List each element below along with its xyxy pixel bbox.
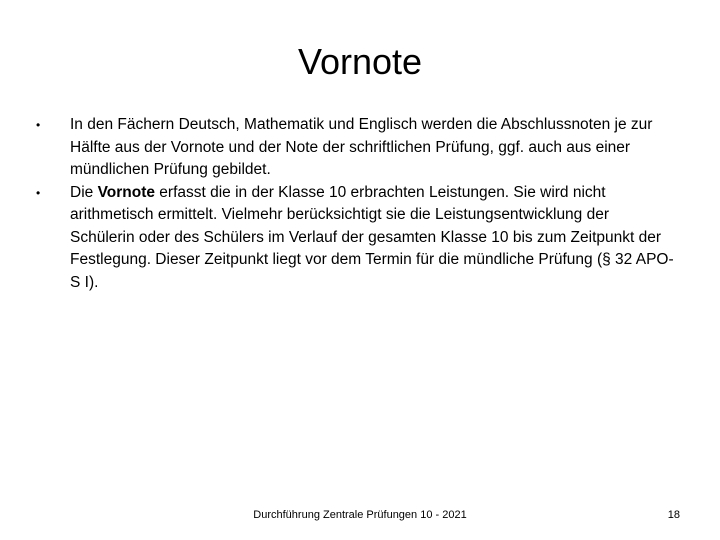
bullet-list — [36, 114, 676, 294]
bullet-text-bold-term: Vornote — [97, 183, 155, 201]
page-number: 18 — [667, 509, 680, 521]
bullet-text — [70, 182, 676, 295]
bullet-text-rest: erfasst die in der Klasse 10 erbrachten Leistungen. Sie wird nicht arithmetisch ermittelt. Vielmehr berücksichtigt sie die Leistungsentwicklung der Schülerin oder des Schülers im Verlauf der gesamten Klasse 10 bis zum Zeitpunkt der Festlegung. Dieser Zeitpunkt liegt vor dem Termin für die mündliche Prüfung (§ 32 APO-S I). — [70, 183, 674, 291]
bullet-item — [36, 114, 676, 182]
bullet-point-icon: • — [36, 118, 41, 132]
bullet-text-start: Die — [70, 183, 98, 201]
slide-title: Vornote — [297, 41, 423, 82]
bullet-item — [36, 182, 676, 295]
bullet-point-icon: • — [36, 185, 41, 200]
bullet-text: In den Fächern Deutsch, Mathematik und Englisch werden die Abschlussnoten je zur Hälfte aus der Vornote und der Note der schriftlichen Prüfung, ggf. auch aus einer mündlichen Prüfung gebildet. — [70, 116, 653, 178]
footer-text: Durchführung Zentrale Prüfungen 10 - 2021 — [253, 509, 467, 521]
